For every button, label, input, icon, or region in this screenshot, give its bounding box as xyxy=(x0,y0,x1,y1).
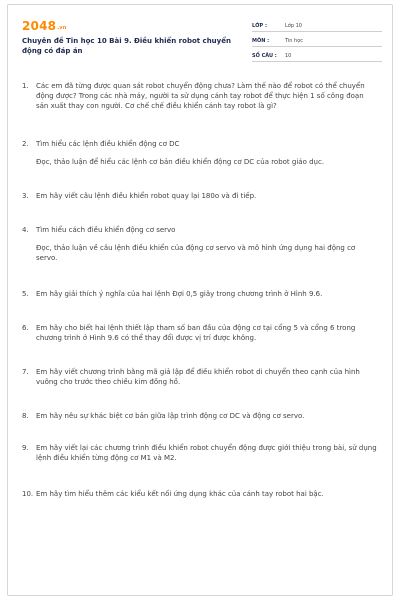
question-text: Em hãy giải thích ý nghĩa của hai lệnh Đợi 0,5 giây trong chương trình ở Hình 9.6. xyxy=(36,290,323,298)
question-text: Tìm hiểu cách điều khiển động cơ servo xyxy=(36,226,176,234)
meta-label: LỚP : xyxy=(252,23,267,29)
document-title: Chuyên đề Tin học 10 Bài 9. Điều khiển robot chuyển động có đáp án xyxy=(22,37,231,55)
question-text: Em hãy cho biết hai lệnh thiết lập tham số ban đầu của động cơ tại cổng 5 và cổng 6 trong chương trình ở Hình 9.6 có thể thay đổi được vị trí được không. xyxy=(36,324,356,342)
question-text: Em hãy viết câu lệnh điều khiển robot quay lại 180o và đi tiếp. xyxy=(36,192,257,200)
question-3 xyxy=(22,191,378,201)
question-number: 7. xyxy=(22,368,29,376)
question-number: 10. xyxy=(22,490,34,498)
meta-value: Lớp 10 xyxy=(285,23,302,29)
question-2 xyxy=(22,139,378,167)
question-text: Em hãy nêu sự khác biệt cơ bản giữa lập trình động cơ DC và động cơ servo. xyxy=(36,412,305,420)
question-number: 4. xyxy=(22,226,29,234)
question-text: Em hãy viết chương trình bằng mã giả lập để điều khiển robot di chuyển theo cạnh của hình vuông cho trước theo chiều kim đồng hồ. xyxy=(36,368,360,386)
logo-text: 2048 xyxy=(22,19,57,33)
question-text: Các em đã từng được quan sát robot chuyển động chưa? Làm thế nào để robot có thể chuyển động được? Trong các nhà máy, người ta sử dụng cánh tay robot để thực hiện 1 số công đoạn sản xuất thay con người. Cơ chế chế điều khiển cánh tay robot là gì? xyxy=(36,82,365,110)
meta-row-subject xyxy=(252,34,382,47)
question-10 xyxy=(22,489,378,499)
logo-suffix: .vn xyxy=(57,25,67,31)
question-7 xyxy=(22,367,378,387)
question-number: 5. xyxy=(22,290,29,298)
meta-value: Tin học xyxy=(285,38,304,44)
question-1 xyxy=(22,81,378,111)
meta-row-grade xyxy=(252,19,382,32)
question-9 xyxy=(22,443,378,463)
question-6 xyxy=(22,323,378,343)
question-4 xyxy=(22,225,378,263)
question-subtext: Đọc, thảo luận để hiểu các lệnh cơ bản điều khiển động cơ DC của robot giáo dục. xyxy=(36,158,325,166)
question-number: 2. xyxy=(22,140,29,148)
question-8 xyxy=(22,411,378,421)
meta-value: 10 xyxy=(285,53,292,59)
meta-label: MÔN : xyxy=(252,38,270,44)
question-number: 9. xyxy=(22,444,29,452)
question-5 xyxy=(22,289,378,299)
question-number: 1. xyxy=(22,82,29,90)
question-text: Em hãy viết lại các chương trình điều khiển robot chuyển động được giới thiệu trong bài, sử dụng lệnh điều khiển từng động cơ M1 và M2. xyxy=(36,444,377,462)
document-page xyxy=(7,4,393,596)
question-subtext: Đọc, thảo luận về câu lệnh điều khiển của động cơ servo và mô hình ứng dụng hai động cơ servo. xyxy=(36,244,356,262)
question-number: 3. xyxy=(22,192,29,200)
question-number: 8. xyxy=(22,412,29,420)
meta-info-box xyxy=(252,19,382,64)
site-logo[interactable] xyxy=(22,19,67,33)
question-text: Tìm hiểu các lệnh điều khiển động cơ DC xyxy=(36,140,180,148)
meta-label: SỐ CÂU : xyxy=(252,53,277,59)
meta-row-question-count xyxy=(252,49,382,62)
question-number: 6. xyxy=(22,324,29,332)
question-text: Em hãy tìm hiểu thêm các kiểu kết nối ứng dụng khác của cánh tay robot hai bậc. xyxy=(36,490,324,498)
